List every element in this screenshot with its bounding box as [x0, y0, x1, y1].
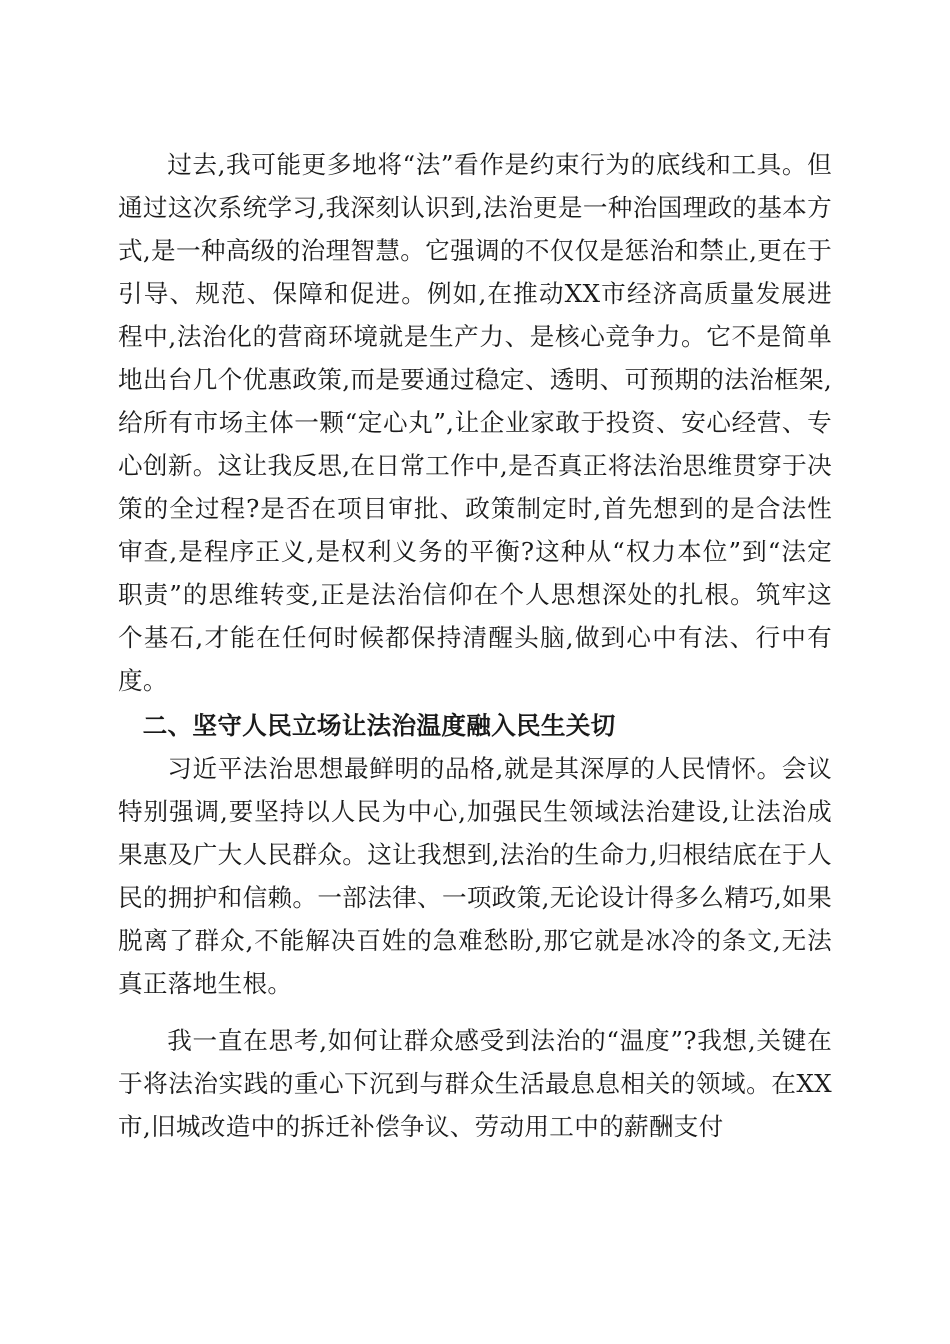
document-body: [118, 143, 832, 1148]
paragraph-people-centered: 习近平法治思想最鲜明的品格,就是其深厚的人民情怀。会议特别强调,要坚持以人民为中心,加强民生领域法治建设,让法治成果惠及广大人民群众。这让我想到,法治的生命力,归根结底在于人民的拥护和信赖。一部法律、一项政策,无论设计得多么精巧,如果脱离了群众,不能解决百姓的急难愁盼,那它就是冰冷的条文,无法真正落地生根。: [118, 754, 832, 998]
section-heading-2: 二、坚守人民立场让法治温度融入民生关切: [142, 711, 616, 740]
paragraph-rule-of-law-warmth: 我一直在思考,如何让群众感受到法治的“温度”?我想,关键在于将法治实践的重心下沉到与群众生活最息息相关的领域。在XX市,旧城改造中的拆迁补偿争议、劳动用工中的薪酬支付: [118, 1026, 832, 1141]
paragraph-legal-thinking: 过去,我可能更多地将“法”看作是约束行为的底线和工具。但通过这次系统学习,我深刻认识到,法治更是一种治国理政的基本方式,是一种高级的治理智慧。它强调的不仅仅是惩治和禁止,更在于引导、规范、保障和促进。例如,在推动XX市经济高质量发展进程中,法治化的营商环境就是生产力、是核心竞争力。它不是简单地出台几个优惠政策,而是要通过稳定、透明、可预期的法治框架,给所有市场主体一颗“定心丸”,让企业家敢于投资、安心经营、专心创新。这让我反思,在日常工作中,是否真正将法治思维贯穿于决策的全过程?是否在项目审批、政策制定时,首先想到的是合法性审查,是程序正义,是权利义务的平衡?这种从“权力本位”到“法定职责”的思维转变,正是法治信仰在个人思想深处的扎根。筑牢这个基石,才能在任何时候都保持清醒头脑,做到心中有法、行中有度。: [118, 150, 832, 695]
